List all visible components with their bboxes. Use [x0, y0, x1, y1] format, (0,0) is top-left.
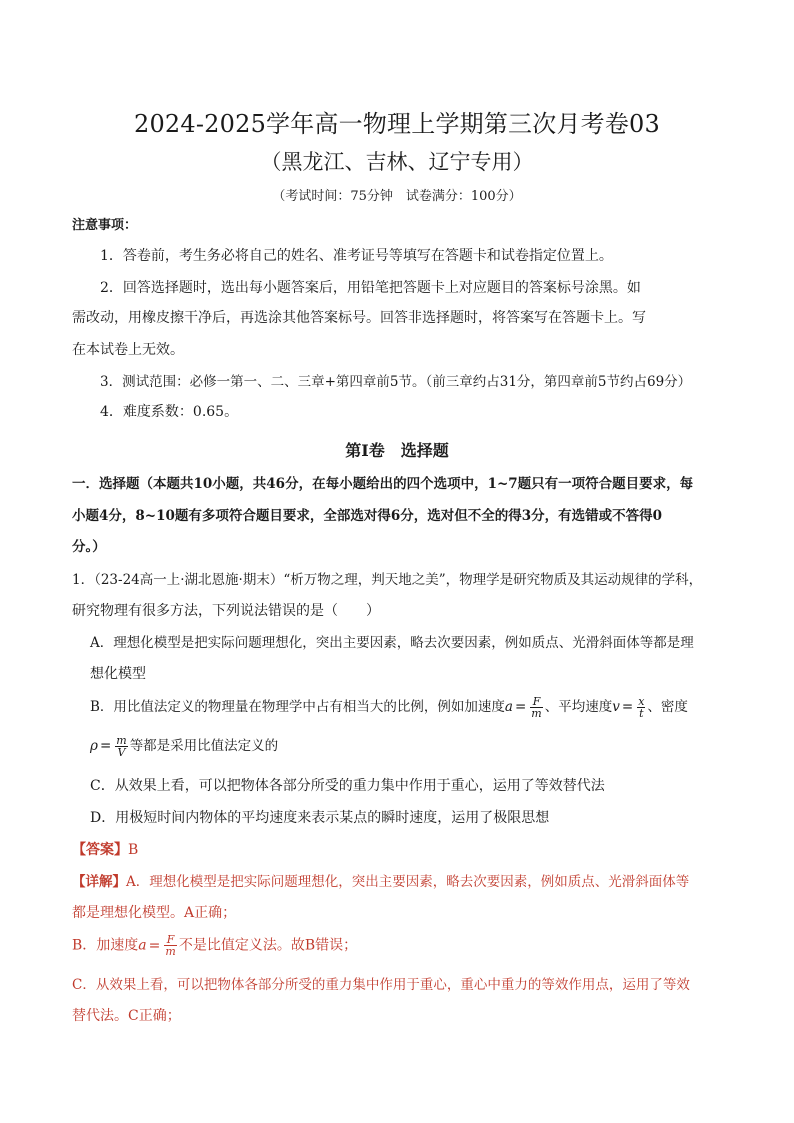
- accel-equals: =: [514, 699, 527, 715]
- option-a-line-1: A．理想化模型是把实际问题理想化，突出主要因素，略去次要因素，例如质点、光滑斜面体等都是理: [90, 635, 694, 651]
- exam-title: 2024-2025学年高一物理上学期第三次月考卷03: [133, 110, 660, 138]
- section-intro-line-2: 小题4分，8~10题有多项符合题目要求，全部选对得6分，选对但不全的得3分，有选错或不答得0: [72, 508, 663, 524]
- detail-accel-fraction: [164, 934, 176, 957]
- density-equals: =: [99, 738, 112, 754]
- notes-item-4: 4．难度系数：0.65。: [100, 404, 239, 420]
- answer-value: B: [128, 842, 139, 858]
- option-b-text-1: B．用比值法定义的物理量在物理学中占有相当大的比例，例如加速度: [90, 699, 505, 715]
- detail-a-text: A．理想化模型是把实际问题理想化，突出主要因素，略去次要因素，例如质点、光滑斜面体等: [126, 874, 690, 890]
- answer: [72, 840, 138, 860]
- accel-fraction: [530, 696, 542, 719]
- option-d: D．用极短时间内物体的平均速度来表示某点的瞬时速度，运用了极限思想: [90, 810, 550, 826]
- option-b-line-2-text: 等都是采用比值法定义的: [129, 738, 279, 754]
- detail-a-line-2: 都是理想化模型。A正确；: [72, 905, 237, 921]
- option-b-line-2: [90, 735, 278, 758]
- velocity-fraction: [637, 696, 645, 719]
- notes-item-2-line-3: 在本试卷上无效。: [72, 342, 184, 358]
- detail-accel-lhs: a: [138, 937, 147, 954]
- option-b-line-1: [90, 696, 688, 719]
- notes-item-1: 1．答卷前，考生务必将自己的姓名、准考证号等填写在答题卡和试卷指定位置上。: [100, 248, 613, 264]
- velocity-equals: =: [621, 699, 634, 715]
- detail-c-line-2: 替代法。C正确；: [72, 1008, 181, 1024]
- notes-item-2-line-1: 2．回答选择题时，选出每小题答案后，用铅笔把答题卡上对应题目的答案标号涂黑。如: [100, 280, 641, 296]
- velocity-numerator: x: [638, 695, 645, 708]
- velocity-lhs: v: [612, 699, 620, 715]
- detail-a-line-1: [72, 872, 689, 892]
- question-1-stem-line-1: 1．（23-24高一上·湖北恩施·期末）“析万物之理，判天地之美”，物理学是研究物质及其运动规律的学科，: [72, 572, 703, 588]
- accel-denominator: m: [531, 707, 542, 720]
- section-title: 第Ⅰ卷 选择题: [345, 441, 449, 460]
- option-c: C．从效果上看，可以把物体各部分所受的重力集中作用于重心，运用了等效替代法: [90, 778, 605, 794]
- notes-heading: 注意事项：: [72, 218, 138, 233]
- detail-accel-denominator: m: [165, 945, 176, 958]
- section-intro-line-3: 分。）: [72, 539, 106, 555]
- option-b-text-3: 、密度: [647, 699, 688, 715]
- option-a-line-2: 想化模型: [90, 666, 146, 682]
- detail-b-prefix: B．加速度: [72, 937, 139, 954]
- question-1-stem-line-2: 研究物理有很多方法，下列说法错误的是（ ）: [72, 603, 380, 619]
- density-lhs: ρ: [90, 738, 98, 754]
- section-intro-line-1: 一．选择题（本题共10小题，共46分，在每小题给出的四个选项中，1~7题只有一项符合题目要求，每: [72, 476, 694, 492]
- notes-item-2-line-2: 需改动，用橡皮擦干净后，再选涂其他答案标号。回答非选择题时，将答案写在答题卡上。写: [72, 310, 646, 326]
- density-numerator: m: [116, 734, 127, 747]
- accel-numerator: F: [530, 696, 542, 708]
- exam-subtitle: （黑龙江、吉林、辽宁专用）: [260, 150, 534, 174]
- velocity-denominator: t: [639, 707, 644, 720]
- detail-label: 【详解】: [72, 874, 126, 890]
- detail-b: [72, 934, 357, 957]
- answer-label: 【答案】: [72, 842, 128, 858]
- accel-lhs: a: [504, 699, 513, 715]
- detail-c-line-1: C．从效果上看，可以把物体各部分所受的重力集中作用于重心，重心中重力的等效作用点，运用了等效: [72, 977, 690, 993]
- exam-info: （考试时间：75分钟 试卷满分：100分）: [272, 189, 522, 204]
- density-denominator: V: [117, 746, 126, 759]
- option-b-text-2: 、平均速度: [544, 699, 613, 715]
- detail-accel-numerator: F: [164, 934, 176, 946]
- detail-b-suffix: 不是比值定义法。故B错误；: [178, 937, 358, 954]
- density-fraction: [115, 735, 127, 758]
- detail-accel-equals: =: [148, 937, 161, 954]
- notes-item-3: 3．测试范围：必修一第一、二、三章+第四章前5节。（前三章约占31分，第四章前5节约占69分）: [100, 374, 692, 390]
